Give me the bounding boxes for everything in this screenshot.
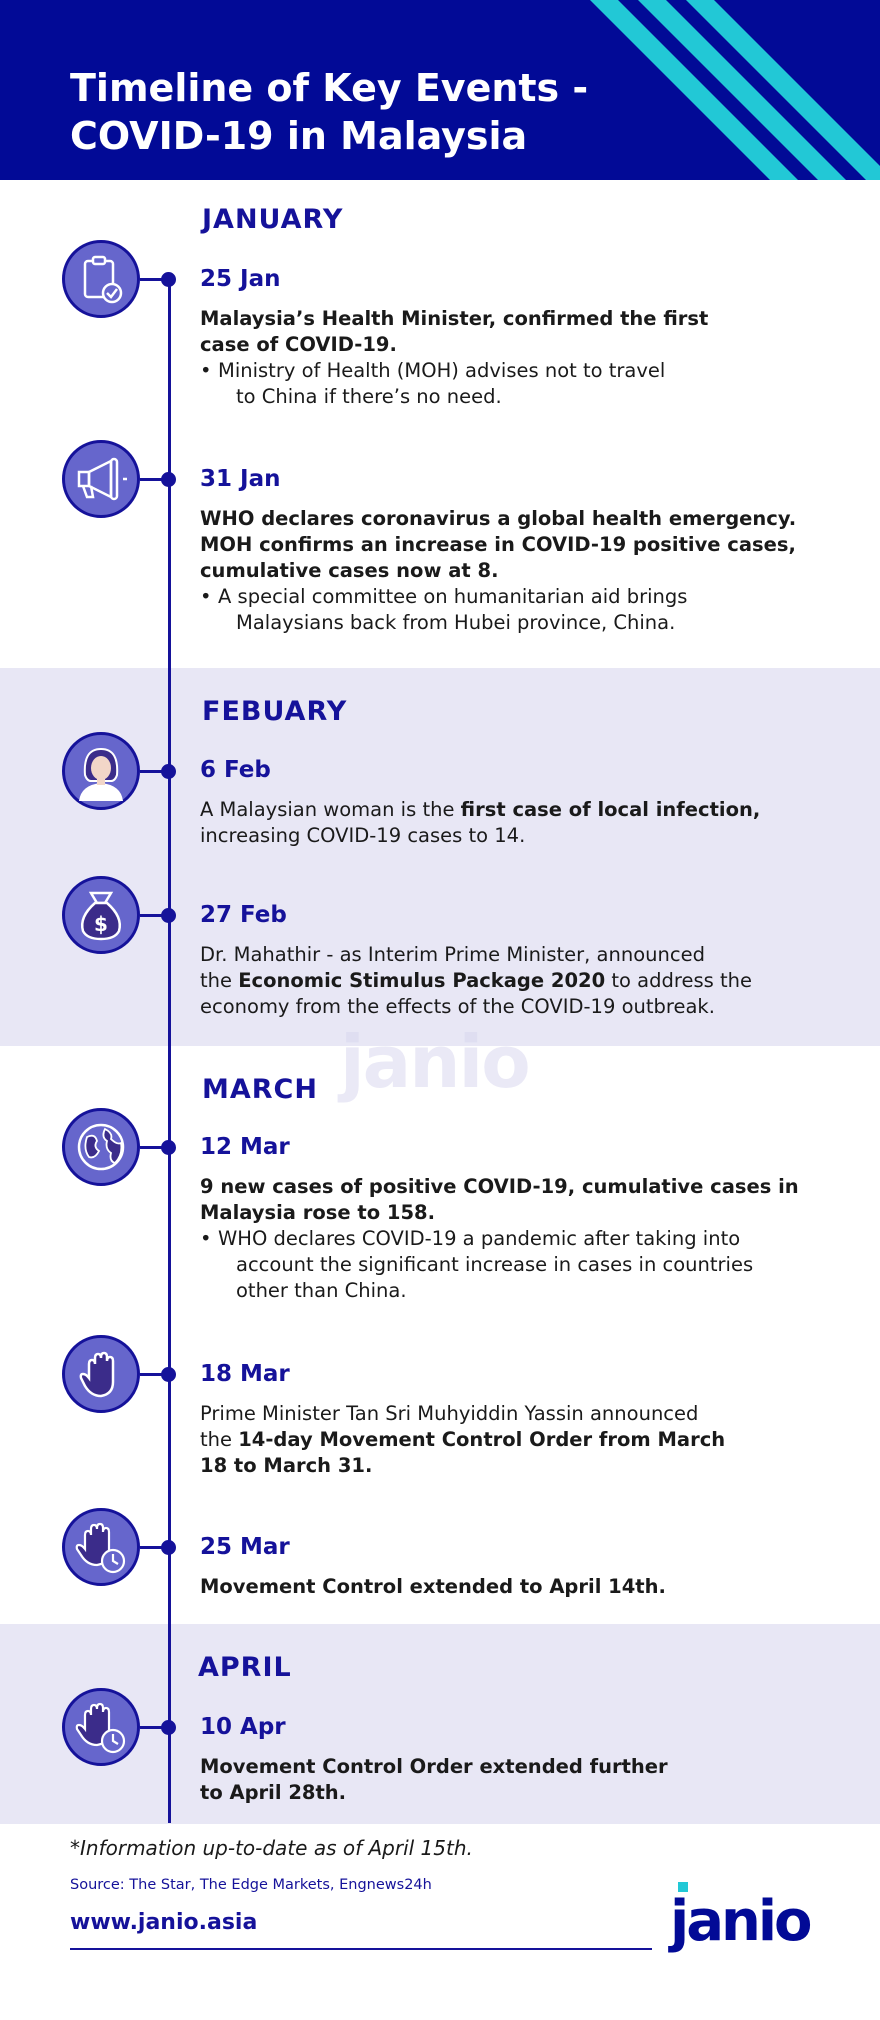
website-link[interactable]: www.janio.asia [70,1910,258,1935]
event-headline: Malaysia’s Health Minister, confirmed the first case of COVID-19. [200,307,709,356]
money-bag-icon [62,876,140,954]
event-6-feb [200,755,830,849]
event-bullet: • Ministry of Health (MOH) advises not to travel to China if there’s no need. [200,359,666,408]
event-headline: Movement Control Order extended further to April 28th. [200,1755,668,1804]
source-credit: Source: The Star, The Edge Markets, Engnews24h [70,1877,432,1893]
janio-logo-text: janio [670,1889,810,1954]
timeline-dot [161,908,176,923]
event-headline: WHO declares coronavirus a global health emergency. MOH confirms an increase in COVID-19 positive cases, cumulative cases now at 8. [200,507,797,582]
timeline-dot [161,1140,176,1155]
event-25-jan [200,264,830,410]
footer-divider [70,1948,652,1950]
event-31-jan [200,464,830,636]
event-12-mar [200,1132,830,1304]
page-title-line1: Timeline of Key Events - [70,66,589,110]
event-date: 6 Feb [200,757,271,783]
event-date: 31 Jan [200,466,281,492]
timeline-dot [161,472,176,487]
event-text: Dr. Mahathir - as Interim Prime Minister, announced the Economic Stimulus Package 2020 to address the economy from the effects of the COVID-19 outbreak. [200,943,752,1018]
timeline-dot [161,1720,176,1735]
janio-logo [664,1880,824,1960]
event-27-feb [200,900,830,1020]
event-10-apr [200,1712,830,1806]
event-25-mar [200,1532,830,1600]
watermark-logo: janio [340,1020,529,1104]
month-heading-february: FEBUARY [202,696,348,727]
timeline-line [168,278,171,1823]
clipboard-check-icon [62,240,140,318]
woman-avatar-icon [62,732,140,810]
event-bullet: • A special committee on humanitarian aid brings Malaysians back from Hubei province, China. [200,585,688,634]
month-heading-march: MARCH [202,1074,318,1105]
page-title [70,64,670,160]
globe-icon [62,1108,140,1186]
event-18-mar [200,1359,830,1479]
event-date: 18 Mar [200,1361,290,1387]
hand-clock-icon [62,1508,140,1586]
footnote: *Information up-to-date as of April 15th. [70,1836,473,1860]
megaphone-icon [62,440,140,518]
event-date: 25 Mar [200,1534,290,1560]
hand-clock-icon [62,1688,140,1766]
event-date: 27 Feb [200,902,287,928]
timeline-dot [161,272,176,287]
event-date: 10 Apr [200,1714,286,1740]
svg-text:$: $ [94,912,108,936]
timeline-dot [161,1367,176,1382]
page-title-line2: COVID-19 in Malaysia [70,114,528,158]
event-text: Prime Minister Tan Sri Muhyiddin Yassin announced the 14-day Movement Control Order from March 18 to March 31. [200,1402,726,1477]
timeline-dot [161,764,176,779]
event-headline: Movement Control extended to April 14th. [200,1575,666,1598]
event-date: 25 Jan [200,266,281,292]
timeline-dot [161,1540,176,1555]
header-banner [0,0,880,180]
stop-hand-icon [62,1335,140,1413]
event-date: 12 Mar [200,1134,290,1160]
event-text: A Malaysian woman is the first case of local infection, increasing COVID-19 cases to 14. [200,798,761,847]
event-bullet: • WHO declares COVID-19 a pandemic after taking into account the significant increase in cases in countries other than China. [200,1227,754,1302]
event-headline: 9 new cases of positive COVID-19, cumulative cases in Malaysia rose to 158. [200,1175,799,1224]
month-heading-april: APRIL [198,1652,292,1683]
month-heading-january: JANUARY [202,204,344,235]
